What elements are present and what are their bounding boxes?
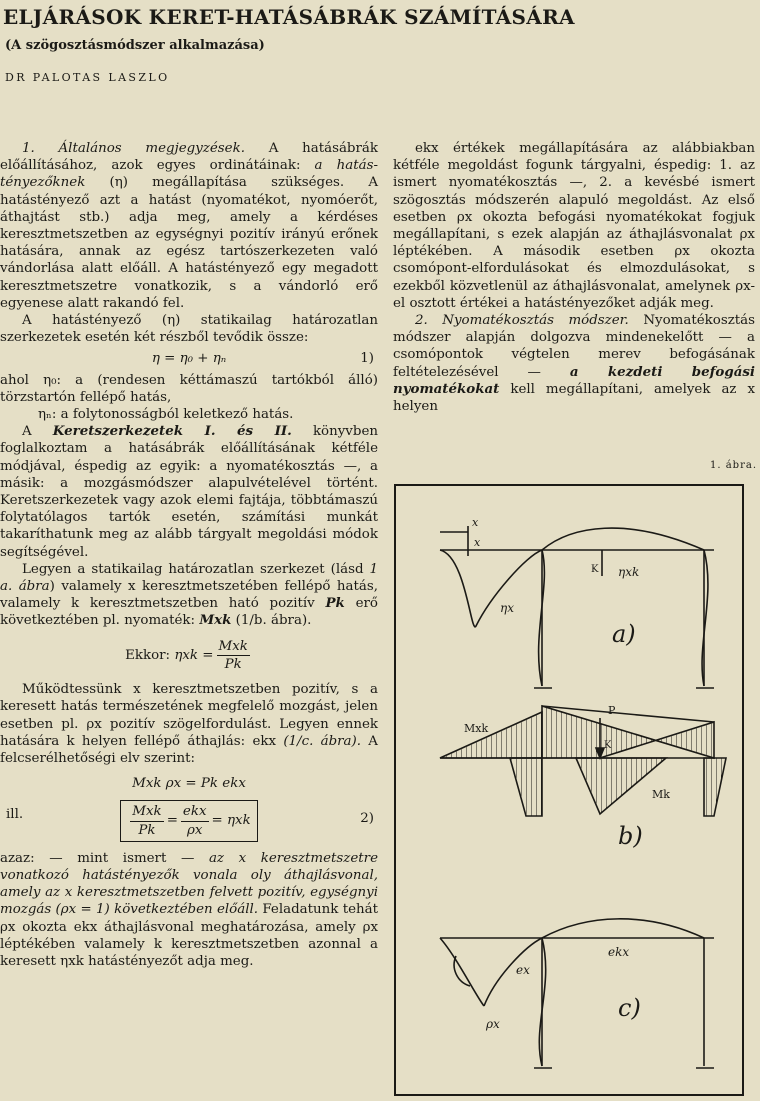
label-p: P [608,704,616,717]
article-title: ELJÁRÁSOK KERET-HATÁSÁBRÁK SZÁMÍTÁSÁRA [3,5,575,29]
moment-mxk-area [440,712,542,758]
moment-mxk: Mxk [199,612,232,629]
text-span: könyvben foglalkoztam a hatásábrák előállításának kétféle módjával, éspedig az egyik: a nyomatékosztás —, a másik: a mozgásmódszer alapulvételével történt. Keretszerkezetek vagy azok elemi fajtája, többtámaszú folytatólagos tartók esetén, számítási munkát takaríthatunk meg az alább tárgyalt megoldási módok segítségével. [0,424,378,560]
article-subtitle: (A szögosztásmódszer alkalmazása) [5,38,265,53]
ahol-word: ahol [0,372,29,388]
text-span: erő következtében pl. nyomaték: [0,596,378,629]
text-span: (η) megállapítása szükséges. A hatástényező azt a hatást (nyomatékot, nyomóerőt, áthajtást stb.) adja meg, amely a kérdéses keresztmetszetben az egységnyi pozitív irányú erőnek hatására, annak az egész tartószerkezeten való vándorlása alatt előáll. A hatástényező egy megadott keresztmetszetre vonatkozik, s a vándorló erő egyenese alatt rakandó fel. [0,175,378,311]
book-title: Keretszerkezetek I. és II. [52,423,292,440]
rotated-segment [440,938,484,1006]
label-k-b: K [604,740,612,751]
diagram-a [440,526,714,688]
box-fraction-1 [130,803,163,838]
text-span: Legyen a statikailag határozatlan szerkezet (lásd [22,561,370,577]
label-ex: ex [516,963,530,977]
figure-drawing [396,486,742,1094]
box-num-2: ekx [181,803,209,821]
column-moment-left [510,758,542,816]
paragraph-conclusion [0,850,378,970]
figure-caption: 1. ábra. [710,460,758,471]
equation-2-number: 2) [360,811,374,827]
text-span: ) valamely x keresztmetszetében fellépő hatás, valamely k keresztmetszetben ható pozitív [0,579,379,612]
section-heading-moment: 2. Nyomatékosztás módszer. [415,313,629,329]
paragraph-rotation [0,681,378,767]
text-span: kell megállapítani, amelyek az x helyen [393,381,755,415]
influence-line-eta-x [440,550,542,627]
ekkor-fraction [217,638,250,673]
label-mxk: Mxk [464,722,489,735]
paragraph-structure [0,561,378,630]
paragraph-moment-distribution [393,312,755,415]
author-line: DR PALOTAS LASZLO [5,71,170,84]
equation-1-number: 1) [360,351,374,367]
label-mk: Mk [652,788,670,801]
text-span: Feladatunk tehát ρx okozta ekx áthajlásvonal meghatározása, amely ρx léptékében valamely k keresztmetszetben azonnal a keresett ηxk hatástényezőt adja meg. [0,902,379,969]
equation-2 [0,800,378,841]
definition-etan: ηₙ: a folytonosságból keletkező hatás. [38,407,294,423]
text-span: A hatásábrák előállításához, azok egyes ordinátáinak: [0,141,378,174]
moment-mk-area [576,758,666,814]
box-den-1: Pk [138,822,156,838]
section-heading-general: 1. Általános megjegyzések. [22,141,245,156]
label-b: b) [618,822,643,850]
paragraph-books [0,423,378,561]
term-impact-factors: a hatás-tényezőknek [0,158,378,191]
figure-frame [394,484,744,1096]
left-column [0,140,378,970]
box-rhs: = ηxk [211,813,251,829]
ekkor-numerator: Mxk [217,638,250,656]
equation-ekkor [0,638,378,673]
ekkor-word: Ekkor: [125,647,171,663]
label-c: c) [618,994,641,1022]
label-x-top: x [472,516,479,529]
equation-reciprocity: Mxk ρx = Pk ekx [132,776,246,792]
text-span: Nyomatékosztás módszer alapján dolgozva mindenekelőtt — a csomópontok végtelen merev befogásának feltételezésével — [393,313,755,380]
paragraph-methods: ekx értékek megállapítására az alábbiakban kétféle megoldást fogunk tárgyalni, éspedig: 1. az ismert nyomatékosztás —, 2. a kevésbé ismert szögosztás módszerén alapuló megoldást. Az első esetben ρx okozta befogási nyomatékokat fogjuk megállapítani, s ezek alapján az áthajlásvonalat ρx léptékében. A második esetben ρx okozta csomópont-elfordulásokat és elmozdulásokat, s ezekből közvetlenül az áthajlásvonalat, amelynek ρx-el osztott értékei a hatástényezőket adják meg. [393,141,755,311]
force-pk: Pk [325,595,345,612]
box-num-1: Mxk [130,803,163,821]
box-den-2: ρx [187,822,203,838]
figure-ref-1c: (1/c. ábra). [283,733,362,749]
column-moment-right [704,758,726,816]
label-k-a: K [591,564,599,575]
right-column [393,140,755,415]
text-span: A felcserélhetőségi elv szerint: [0,733,378,766]
text-span: (1/b. ábra). [231,613,312,629]
paragraph-general [0,140,378,312]
emphasis-deflection-line: az x keresztmetszetre vonatkozó hatástényezők vonala oly áthajlásvonal, amely az x keresztmetszetben felvett pozitív, egységnyi mozgás (ρx = 1) következtében előáll. [0,850,378,918]
label-rho-x: ρx [486,1017,500,1031]
text-span: A [22,424,53,440]
definition-eta0-text: η₀: a (rendesen kéttámaszú tartókból álló) törzstartón fellépő hatás, [0,372,378,405]
diagram-c [440,919,714,1068]
label-x-side: x [474,536,481,549]
label-ekx: ekx [608,945,630,959]
influence-line-eta-xk [542,528,704,550]
equation-1 [0,350,378,367]
ekkor-lhs: ηxk = [174,647,214,663]
box-fraction-2 [181,803,209,838]
ekkor-denominator: Pk [224,656,242,672]
boxed-equation: $\frac{\text{Mxk}}{Pk}$ = $\frac{\text{ekx}}{\rho x}$ = ηxk [120,800,257,841]
column-a-deflection-right [702,550,708,686]
definition-eta0 [0,372,378,406]
equation-1-body: η = η₀ + ηₙ [151,351,227,367]
label-eta-x: ηx [500,601,514,615]
label-a: a) [612,620,636,648]
text-span: Működtessünk x keresztmetszetben pozitív, s a keresett hatás természetének megfelelő mozgást, jelen esetben pl. ρx pozitív szögelfordulást. Legyen ennek hatására k helyen fellépő áthajlás: ekx [0,682,378,749]
emphasis-initial-moments: a kezdeti befogási nyomatékokat [393,363,756,397]
label-eta-xk: ηxk [618,565,640,579]
figure-ref-1a: 1 a. ábra [0,561,378,595]
text-span: azaz: — mint ismert — [0,850,209,866]
ill-word: ill. [6,807,24,823]
paragraph-two-parts: A hatástényező (η) statikailag határozatlan szerkezetek esetén két részből tevődik össze: [0,313,378,346]
